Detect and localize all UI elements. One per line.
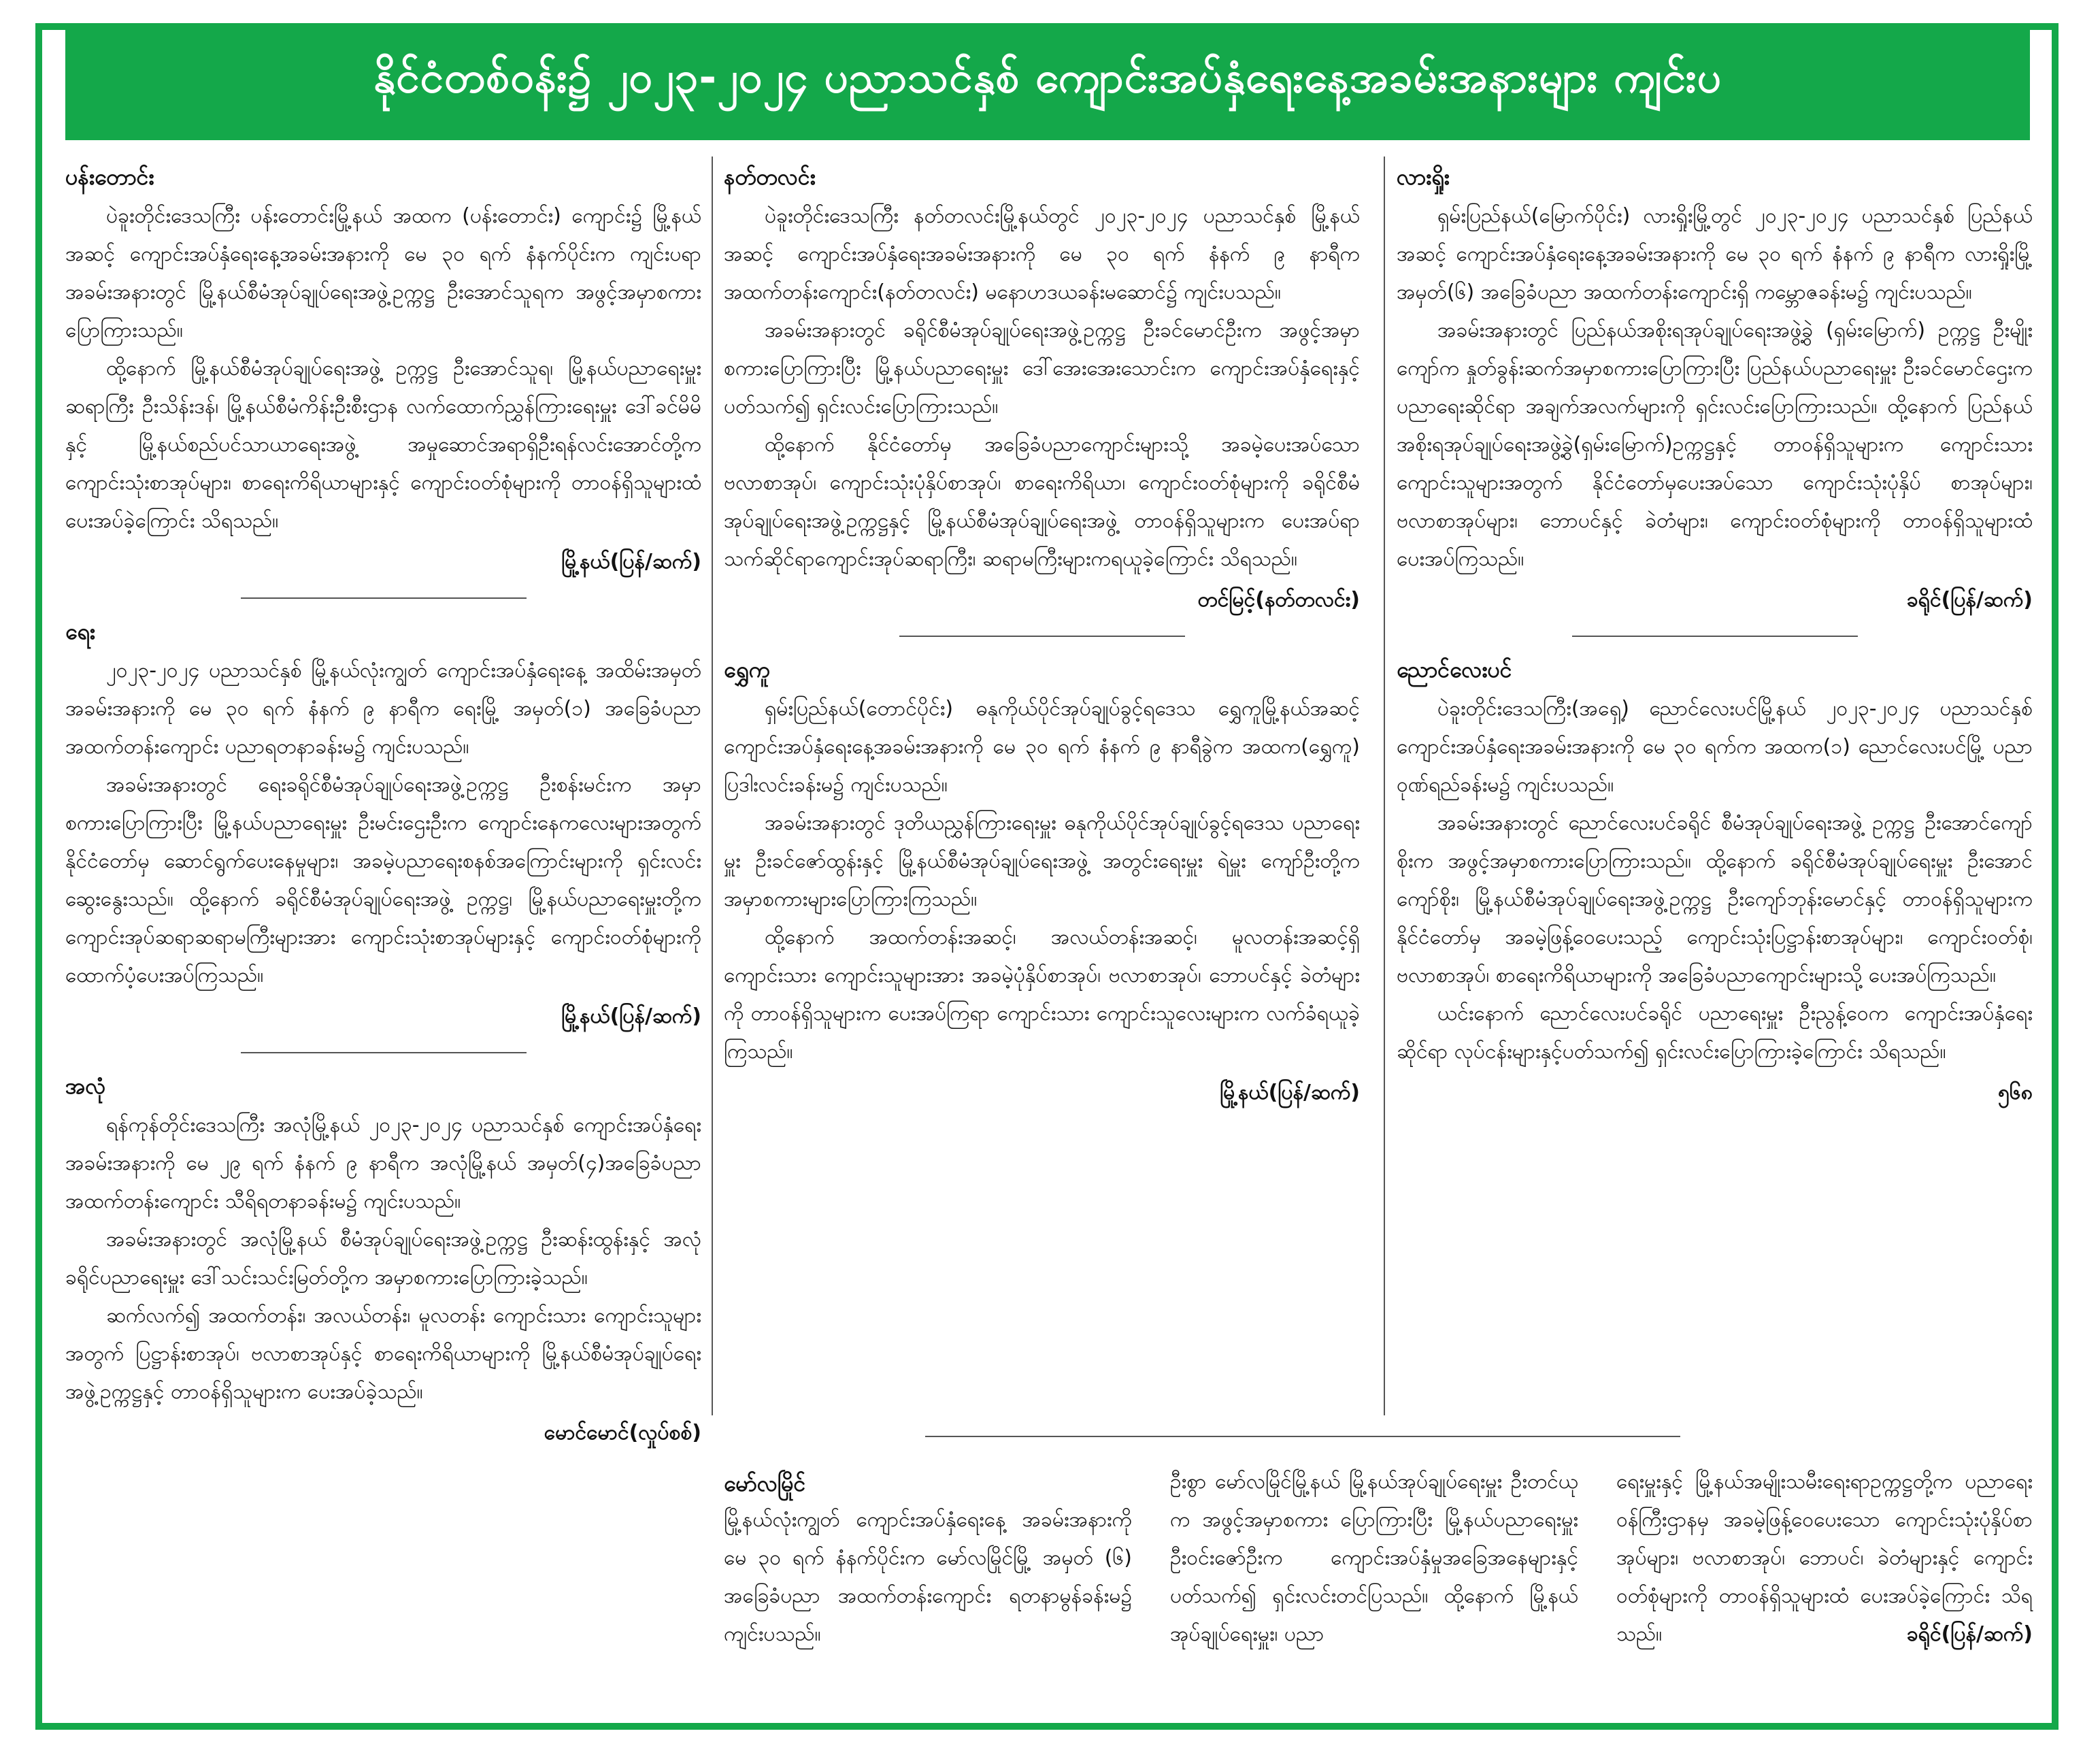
article-paragraph: ထို့နောက် နိုင်ငံတော်မှ အခြေခံပညာကျောင်းများသို့ အခမဲ့ပေးအပ်သော ဗလာစာအုပ်၊ ကျောင်းသုံးပုံနှိပ်စာအုပ်၊ စာရေးကိရိယာ၊ ကျောင်းဝတ်စုံများကို ခရိုင်စီမံအုပ်ချုပ်ရေးအဖွဲ့ဥက္ကဋ္ဌနှင့် မြို့နယ်စီမံအုပ်ချုပ်ရေးအဖွဲ့ တာဝန်ရှိသူများက ပေးအပ်ရာ သက်ဆိုင်ရာကျောင်းအုပ်ဆရာကြီး၊ ဆရာမကြီးများကရယူခဲ့ကြောင်း သိရသည်။ <box>724 433 1360 571</box>
article-paragraph: ရန်ကုန်တိုင်းဒေသကြီး အလုံမြို့နယ် ၂၀၂၃-၂၀၂၄ ပညာသင်နှစ် ကျောင်းအပ်နှံရေးအခမ်းအနားကို မေ ၂၉ ရက် နံနက် ၉ နာရီက အလုံမြို့နယ် အမှတ်(၄)အခြေခံပညာအထက်တန်းကျောင်း သီရိရတနာခန်းမ၌ ကျင်းပသည်။ <box>65 1113 701 1213</box>
article-ahlone <box>65 1066 701 1452</box>
article-paragraph-text: ရေးမှူးနှင့် မြို့နယ်အမျိုးသမီးရေးရာဥက္ကဋ္ဌတို့က ပညာရေးဝန်ကြီးဌာနမှ အခမဲ့ဖြန့်ဝေပေးသော ကျောင်းသုံးပုံနှိပ်စာအုပ်များ၊ ဗလာစာအုပ်၊ ဘောပင်၊ ခဲတံများနှင့် ကျောင်းဝတ်စုံများကို တာဝန်ရှိသူများထံ ပေးအပ်ခဲ့ကြောင်း သိရသည်။ <box>1616 1470 2033 1646</box>
article-paragraph: အခမ်းအနားတွင် ဒုတိယညွှန်ကြားရေးမှူး ဓနုကိုယ်ပိုင်အုပ်ချုပ်ခွင့်ရဒေသ ပညာရေးမှူး ဦးခင်ဇော်ထွန်းနှင့် မြို့နယ်စီမံအုပ်ချုပ်ရေးအဖွဲ့ အတွင်းရေးမှူး ရဲမှူး ကျော်ဦးတို့က အမှာစကားများပြောကြားကြသည်။ <box>724 811 1360 911</box>
article-heading: ညောင်လေးပင် <box>1397 657 1512 683</box>
article-heading: အလုံ <box>65 1073 106 1099</box>
article-paragraph: အခမ်းအနားတွင် ခရိုင်စီမံအုပ်ချုပ်ရေးအဖွဲ့ဥက္ကဋ္ဌ ဦးခင်မောင်ဦးက အဖွင့်အမှာစကားပြောကြားပြီး မြို့နယ်ပညာရေးမှူး ဒေါ်အေးအေးသောင်းက ကျောင်းအပ်နှံရေးနှင့်ပတ်သက်၍ ရှင်းလင်းပြောကြားသည်။ <box>724 318 1360 418</box>
article-byline: ခရိုင်(ပြန်/ဆက်) <box>1906 1622 2033 1646</box>
column-left <box>65 157 701 1467</box>
article-heading: လားရှိုး <box>1397 164 1450 190</box>
article-heading: ပန်းတောင်း <box>65 164 154 190</box>
article-mawlamyine <box>724 1463 2033 1694</box>
article-paragraph: ယင်းနောက် ညောင်လေးပင်ခရိုင် ပညာရေးမှူး ဦးညွန့်ဝေက ကျောင်းအပ်နှံရေးဆိုင်ရာ လုပ်ငန်းများနှင့်ပတ်သက်၍ ရှင်းလင်းပြောကြားခဲ့ကြောင်း သိရသည်။ <box>1397 1002 2033 1064</box>
article-paragraph: အခမ်းအနားတွင် ညောင်လေးပင်ခရိုင် စီမံအုပ်ချုပ်ရေးအဖွဲ့ ဥက္ကဋ္ဌ ဦးအောင်ကျော်စိုးက အဖွင့်အမှာစကားပြောကြားသည်။ ထို့နောက် ခရိုင်စီမံအုပ်ချုပ်ရေးမှူး ဦးအောင်ကျော်စိုး၊ မြို့နယ်စီမံအုပ်ချုပ်ရေးအဖွဲ့ဥက္ကဋ္ဌ ဦးကျော်ဘုန်းမောင်နှင့် တာဝန်ရှိသူများက နိုင်ငံတော်မှ အခမဲ့ဖြန့်ဝေပေးသည့် ကျောင်းသုံးပြဋ္ဌာန်းစာအုပ်များ၊ ကျောင်းဝတ်စုံ၊ ဗလာစာအုပ်၊ စာရေးကိရိယာများကို အခြေခံပညာကျောင်းများသို့ ပေးအပ်ကြသည်။ <box>1397 811 2033 987</box>
article-heading: မော်လမြိုင် <box>724 1470 806 1496</box>
column-divider <box>712 157 713 1415</box>
article-heading: ရွှေကူ <box>724 657 770 683</box>
article-byline: မောင်မောင်(လှုပ်စစ်) <box>544 1421 701 1445</box>
article-byline: မြို့နယ်(ပြန်/ဆက်) <box>561 550 701 574</box>
article-paragraph: ၂၀၂၃-၂၀၂၄ ပညာသင်နှစ် မြို့နယ်လုံးကျွတ် ကျောင်းအပ်နှံရေးနေ့ အထိမ်းအမှတ်အခမ်းအနားကို မေ ၃၀ ရက် နံနက် ၉ နာရီက ရေးမြို့ အမှတ်(၁) အခြေခံပညာအထက်တန်းကျောင်း ပညာရတနာခန်းမ၌ ကျင်းပသည်။ <box>65 659 701 759</box>
article-shwegu <box>724 649 1360 1112</box>
column-right <box>1397 157 2033 1127</box>
article-lashio <box>1397 157 2033 619</box>
article-paragraph: အခမ်းအနားတွင် ရေးခရိုင်စီမံအုပ်ချုပ်ရေးအဖွဲ့ဥက္ကဋ္ဌ ဦးစန်းမင်းက အမှာစကားပြောကြားပြီး မြို့နယ်ပညာရေးမှူး ဦးမင်းဌေးဦးက ကျောင်းနေကလေးများအတွက် နိုင်ငံတော်မှ ဆောင်ရွက်ပေးနေမှုများ၊ အခမဲ့ပညာရေးစနစ်အကြောင်းများကို ရှင်းလင်းဆွေးနွေးသည်။ ထို့နောက် ခရိုင်စီမံအုပ်ချုပ်ရေးအဖွဲ့ ဥက္ကဋ္ဌ၊ မြို့နယ်ပညာရေးမှူးတို့က ကျောင်းအုပ်ဆရာဆရာမကြီးများအား ကျောင်းသုံးစာအုပ်များနှင့် ကျောင်းဝတ်စုံများကို ထောက်ပံ့ပေးအပ်ကြသည်။ <box>65 773 701 987</box>
article-divider <box>1572 636 1858 637</box>
article-byline: မြို့နယ်(ပြန်/ဆက်) <box>561 1004 701 1028</box>
article-heading: နတ်တလင်း <box>724 164 816 190</box>
article-byline: မြို့နယ်(ပြန်/ဆက်) <box>1220 1081 1360 1104</box>
column-divider <box>1384 157 1385 1415</box>
article-byline: ခရိုင်(ပြန်/ဆက်) <box>1906 588 2033 612</box>
article-byline: ၅၆၈ <box>1998 1081 2033 1104</box>
article-paragraph: ပဲခူးတိုင်းဒေသကြီး နတ်တလင်းမြို့နယ်တွင် ၂၀၂၃-၂၀၂၄ ပညာသင်နှစ် မြို့နယ်အဆင့် ကျောင်းအပ်နှံရေးအခမ်းအနားကို မေ ၃၀ ရက် နံနက် ၉ နာရီက အထက်တန်းကျောင်း(နတ်တလင်း) မနောဟဒယခန်းမဆောင်၌ ကျင်းပသည်။ <box>724 204 1360 304</box>
headline-title: နိုင်ငံတစ်ဝန်း၌ ၂၀၂၃-၂၀၂၄ ပညာသင်နှစ် ကျောင်းအပ်နှံရေးနေ့အခမ်းအနားများ ကျင်းပ <box>373 52 1722 102</box>
column-middle <box>724 157 1360 1127</box>
article-paragraph: ပဲခူးတိုင်းဒေသကြီး(အရှေ့) ညောင်လေးပင်မြို့နယ် ၂၀၂၃-၂၀၂၄ ပညာသင်နှစ် ကျောင်းအပ်နှံရေးအခမ်းအနားကို မေ ၃၀ ရက်က အထက(၁) ညောင်လေးပင်မြို့ ပညာဝုဏ်ရည်ခန်းမ၌ ကျင်းပသည်။ <box>1397 697 2033 797</box>
article-byline: တင်မြင့်(နတ်တလင်း) <box>1197 588 1360 612</box>
article-pantaung <box>65 157 701 581</box>
article-paragraph: ထို့နောက် မြို့နယ်စီမံအုပ်ချုပ်ရေးအဖွဲ့ ဥက္ကဋ္ဌ ဦးအောင်သူရ၊ မြို့နယ်ပညာရေးမှူး ဆရာကြီး ဦးသိန်းဒန်၊ မြို့နယ်စီမံကိန်းဦးစီးဌာန လက်ထောက်ညွှန်ကြားရေးမှူး ဒေါ်ခင်မိမိနှင့် မြို့နယ်စည်ပင်သာယာရေးအဖွဲ့ အမှုဆောင်အရာရှိဦးရန်လင်းအောင်တို့က ကျောင်းသုံးစာအုပ်များ၊ စာရေးကိရိယာများနှင့် ကျောင်းဝတ်စုံများကို တာဝန်ရှိသူများထံ ပေးအပ်ခဲ့ကြောင်း သိရသည်။ <box>65 357 701 533</box>
article-natalin <box>724 157 1360 619</box>
article-paragraph: မြို့နယ်လုံးကျွတ် ကျောင်းအပ်နှံရေးနေ့ အခမ်းအနားကို မေ ၃၀ ရက် နံနက်ပိုင်းက မော်လမြိုင်မြို့ အမှတ် (၆) အခြေခံပညာ အထက်တန်းကျောင်း ရတနာမွန်ခန်းမ၌ ကျင်းပသည်။ <box>724 1508 1132 1646</box>
article-paragraph: အခမ်းအနားတွင် အလုံမြို့နယ် စီမံအုပ်ချုပ်ရေးအဖွဲ့ဥက္ကဋ္ဌ ဦးဆန်းထွန်းနှင့် အလုံခရိုင်ပညာရေးမှူး ဒေါ်သင်းသင်းမြတ်တို့က အမှာစကားပြောကြားခဲ့သည်။ <box>65 1228 701 1289</box>
article-heading: ရေး <box>65 619 95 644</box>
article-paragraph: အခမ်းအနားတွင် ပြည်နယ်အစိုးရအုပ်ချုပ်ရေးအဖွဲ့ခွဲ (ရှမ်းမြောက်) ဥက္ကဋ္ဌ ဦးမျိုးကျော်က နှုတ်ခွန်းဆက်အမှာစကားပြောကြားပြီး ပြည်နယ်ပညာရေးမှူး ဦးခင်မောင်ဌေးက ပညာရေးဆိုင်ရာ အချက်အလက်များကို ရှင်းလင်းပြောကြားသည်။ ထို့နောက် ပြည်နယ်အစိုးရအုပ်ချုပ်ရေးအဖွဲ့ခွဲ(ရှမ်းမြောက်)ဥက္ကဋ္ဌနှင့် တာဝန်ရှိသူများက ကျောင်းသား ကျောင်းသူများအတွက် နိုင်ငံတော်မှပေးအပ်သော ကျောင်းသုံးပုံနှိပ် စာအုပ်များ၊ ဗလာစာအုပ်များ၊ ဘောပင်နှင့် ခဲတံများ၊ ကျောင်းဝတ်စုံများကို တာဝန်ရှိသူများထံ ပေးအပ်ကြသည်။ <box>1397 318 2033 571</box>
article-paragraph: ဦးစွာ မော်လမြိုင်မြို့နယ် မြို့နယ်အုပ်ချုပ်ရေးမှူး ဦးတင်ယုက အဖွင့်အမှာစကား ပြောကြားပြီး မြို့နယ်ပညာရေးမှူး ဦးဝင်းဇော်ဦးက ကျောင်းအပ်နှံမှုအခြေအနေများနှင့် ပတ်သက်၍ ရှင်းလင်းတင်ပြသည်။ ထို့နောက် မြို့နယ်အုပ်ချုပ်ရေးမှူး၊ ပညာ <box>1170 1470 1578 1646</box>
article-ye <box>65 611 701 1036</box>
article-paragraph: ဆက်လက်၍ အထက်တန်း၊ အလယ်တန်း၊ မူလတန်း ကျောင်းသား ကျောင်းသူများအတွက် ပြဋ္ဌာန်းစာအုပ်၊ ဗလာစာအုပ်နှင့် စာရေးကိရိယာများကို မြို့နယ်စီမံအုပ်ချုပ်ရေးအဖွဲ့ဥက္ကဋ္ဌနှင့် တာဝန်ရှိသူများက ပေးအပ်ခဲ့သည်။ <box>65 1304 701 1404</box>
article-paragraph: ရှမ်းပြည်နယ်(မြောက်ပိုင်း) လားရှိုးမြို့တွင် ၂၀၂၃-၂၀၂၄ ပညာသင်နှစ် ပြည်နယ်အဆင့် ကျောင်းအပ်နှံရေးနေ့အခမ်းအနားကို မေ ၃၀ ရက် နံနက် ၉ နာရီက လားရှိုးမြို့ အမှတ်(၆) အခြေခံပညာ အထက်တန်းကျောင်းရှိ ကမ္ဘောဇခန်းမ၌ ကျင်းပသည်။ <box>1397 204 2033 304</box>
article-divider <box>925 1436 1680 1437</box>
headline-banner <box>65 23 2030 140</box>
article-paragraph: ထို့နောက် အထက်တန်းအဆင့်၊ အလယ်တန်းအဆင့်၊ မူလတန်းအဆင့်ရှိကျောင်းသား ကျောင်းသူများအား အခမဲ့ပုံနှိပ်စာအုပ်၊ ဗလာစာအုပ်၊ ဘောပင်နှင့် ခဲတံများကို တာဝန်ရှိသူများက ပေးအပ်ကြရာ ကျောင်းသား ကျောင်းသူလေးများက လက်ခံရယူခဲ့ကြသည်။ <box>724 925 1360 1064</box>
article-paragraph: ရှမ်းပြည်နယ်(တောင်ပိုင်း) ဓနုကိုယ်ပိုင်အုပ်ချုပ်ခွင့်ရဒေသ ရွှေကူမြို့နယ်အဆင့် ကျောင်းအပ်နှံရေးနေ့အခမ်းအနားကို မေ ၃၀ ရက် နံနက် ၉ နာရီခွဲက အထက(ရွှေကူ) ပြဒါးလင်းခန်းမ၌ ကျင်းပသည်။ <box>724 697 1360 797</box>
article-divider <box>241 1052 527 1053</box>
article-paragraph: ပဲခူးတိုင်းဒေသကြီး ပန်းတောင်းမြို့နယ် အထက (ပန်းတောင်း) ကျောင်း၌ မြို့နယ်အဆင့် ကျောင်းအပ်နှံရေးနေ့အခမ်းအနားကို မေ ၃၀ ရက် နံနက်ပိုင်းက ကျင်းပရာ အခမ်းအနားတွင် မြို့နယ်စီမံအုပ်ချုပ်ရေးအဖွဲ့ဥက္ကဋ္ဌ ဦးအောင်သူရက အဖွင့်အမှာစကား ပြောကြားသည်။ <box>65 204 701 342</box>
article-paragraph <box>1616 1463 2033 1654</box>
article-divider <box>899 636 1185 637</box>
article-divider <box>241 597 527 599</box>
article-yaunglebin <box>1397 649 2033 1112</box>
